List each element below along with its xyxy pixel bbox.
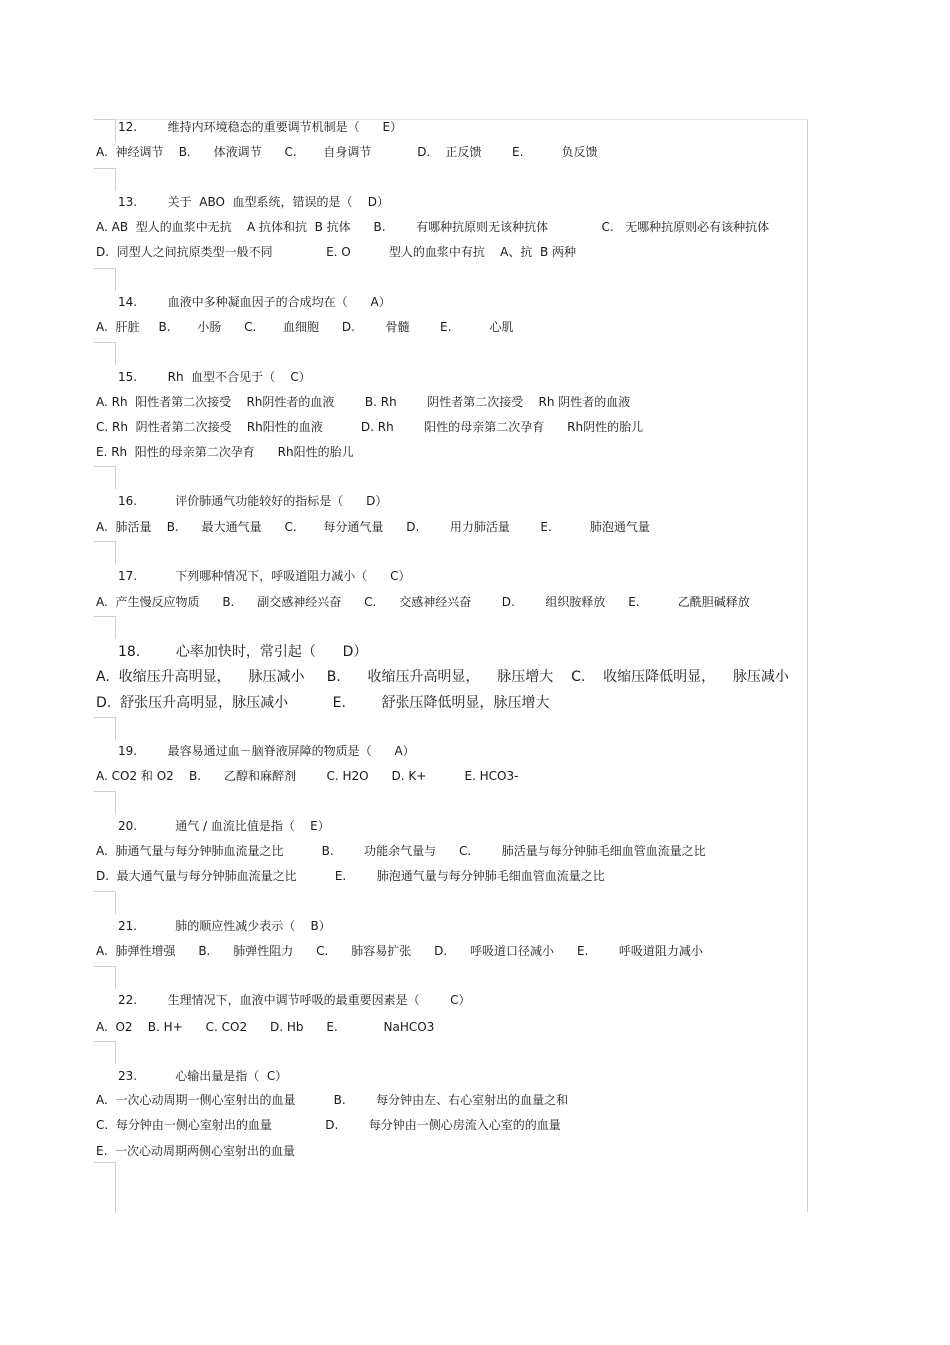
question-stem: 19. 最容易通过血－脑脊液屏障的物质是（ A） xyxy=(118,744,415,758)
divider xyxy=(94,541,116,564)
question-options: A. 收缩压升高明显， 脉压减小 B. 收缩压升高明显， 脉压增大 C. 收缩压降低明显， 脉压减小 xyxy=(96,669,789,685)
divider xyxy=(94,891,116,914)
question-options: A. 神经调节 B. 体液调节 C. 自身调节 D. 正反馈 E. 负反馈 xyxy=(96,145,598,159)
question-stem: 14. 血液中多种凝血因子的合成均在（ A） xyxy=(118,295,391,309)
question-options: C. 每分钟由一侧心室射出的血量 D. 每分钟由一侧心房流入心室的的血量 xyxy=(96,1118,561,1132)
question-stem: 23. 心输出量是指（ C） xyxy=(118,1069,288,1083)
question-stem: 20. 通气 / 血流比值是指（ E） xyxy=(118,819,330,833)
divider xyxy=(94,466,116,489)
question-options: E. Rh 阳性的母亲第二次孕育 Rh阳性的胎儿 xyxy=(96,445,354,459)
divider xyxy=(94,1162,116,1213)
divider xyxy=(94,268,116,291)
question-stem: 21. 肺的顺应性减少表示（ B） xyxy=(118,919,331,933)
question-options: C. Rh 阴性者第二次接受 Rh阳性的血液 D. Rh 阳性的母亲第二次孕育 Rh阴性的胎儿 xyxy=(96,420,644,434)
divider xyxy=(94,168,116,191)
question-options: A. Rh 阳性者第二次接受 Rh阴性者的血液 B. Rh 阴性者第二次接受 Rh 阴性者的血液 xyxy=(96,395,631,409)
question-stem: 12. 维持内环境稳态的重要调节机制是（ E） xyxy=(118,120,403,134)
question-options: A. 肺弹性增强 B. 肺弹性阻力 C. 肺容易扩张 D. 呼吸道口径减小 E. 呼吸道阻力减小 xyxy=(96,944,703,958)
divider xyxy=(94,342,116,365)
divider xyxy=(94,616,116,639)
content-frame xyxy=(115,119,808,1212)
divider xyxy=(94,791,116,814)
question-stem: 18. 心率加快时，常引起（ D） xyxy=(118,644,368,660)
question-options: A. AB 型人的血浆中无抗 A 抗体和抗 B 抗体 B. 有哪种抗原则无该种抗体 C. 无哪种抗原则必有该种抗体 xyxy=(96,220,770,234)
question-stem: 13. 关于 ABO 血型系统，错误的是（ D） xyxy=(118,195,390,209)
question-stem: 22. 生理情况下，血液中调节呼吸的最重要因素是（ C） xyxy=(118,993,471,1007)
question-stem: 15. Rh 血型不合见于（ C） xyxy=(118,370,311,384)
question-options: A. 肺通气量与每分钟肺血流量之比 B. 功能余气量与 C. 肺活量与每分钟肺毛细血管血流量之比 xyxy=(96,844,706,858)
question-stem: 17. 下列哪种情况下，呼吸道阻力减小（ C） xyxy=(118,569,411,583)
question-options: A. CO2 和 O2 B. 乙醇和麻醉剂 C. H2O D. K+ E. HCO3- xyxy=(96,769,519,783)
question-options: A. 一次心动周期一侧心室射出的血量 B. 每分钟由左、右心室射出的血量之和 xyxy=(96,1093,569,1107)
question-options: D. 同型人之间抗原类型一般不同 E. O 型人的血浆中有抗 A、抗 B 两种 xyxy=(96,245,577,259)
question-stem: 16. 评价肺通气功能较好的指标是（ D） xyxy=(118,494,388,508)
question-options: D. 最大通气量与每分钟肺血流量之比 E. 肺泡通气量与每分钟肺毛细血管血流量之比 xyxy=(96,869,605,883)
question-options: D. 舒张压升高明显，脉压减小 E. 舒张压降低明显，脉压增大 xyxy=(96,695,550,711)
question-options: A. 肝脏 B. 小肠 C. 血细胞 D. 骨髓 E. 心肌 xyxy=(96,320,514,334)
question-options: A. 产生慢反应物质 B. 副交感神经兴奋 C. 交感神经兴奋 D. 组织胺释放 E. 乙酰胆碱释放 xyxy=(96,595,750,609)
divider xyxy=(94,717,116,740)
question-options: E. 一次心动周期两侧心室射出的血量 xyxy=(96,1144,296,1158)
divider xyxy=(94,966,116,989)
question-options: A. 肺活量 B. 最大通气量 C. 每分通气量 D. 用力肺活量 E. 肺泡通气量 xyxy=(96,520,650,534)
divider xyxy=(94,119,116,142)
question-options: A. O2 B. H+ C. CO2 D. Hb E. NaHCO3 xyxy=(96,1020,435,1034)
divider xyxy=(94,1041,116,1064)
